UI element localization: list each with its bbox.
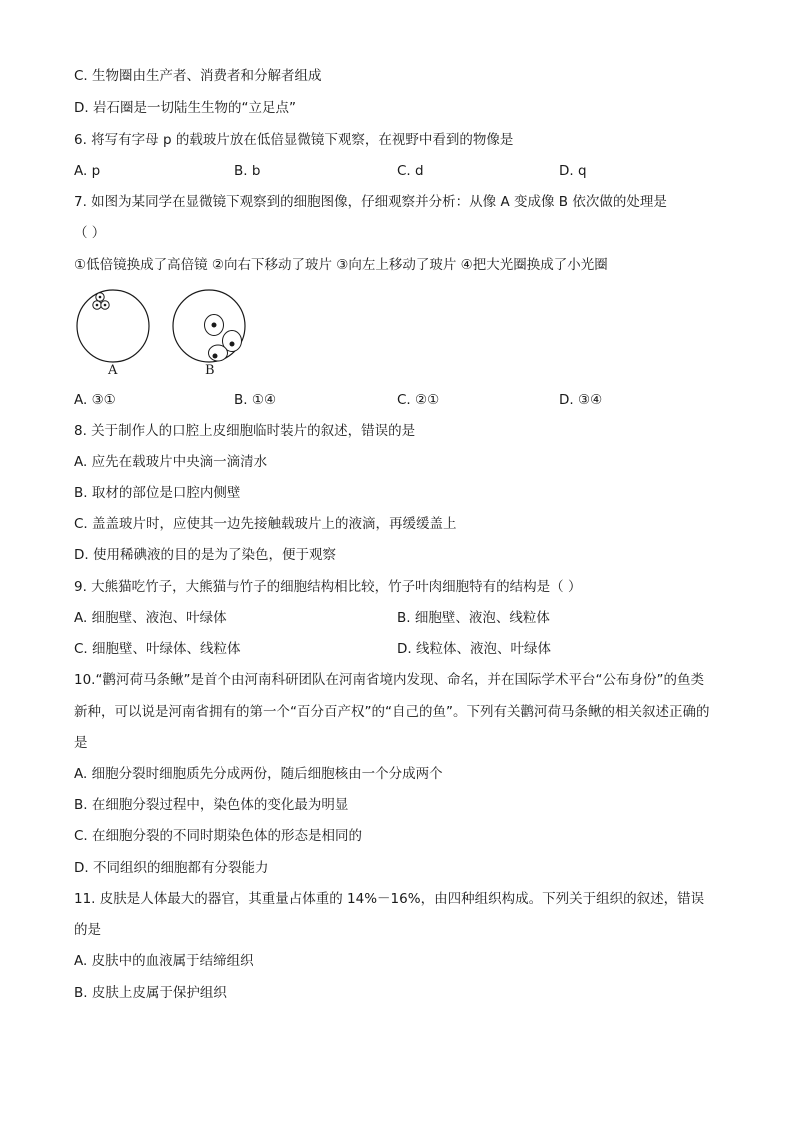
q6-option-b: B. b [234, 163, 261, 179]
q5-option-c: C. 生物圈由生产者、消费者和分解者组成 [74, 68, 322, 84]
q8-option-d: D. 使用稀碘液的目的是为了染色，便于观察 [74, 547, 336, 563]
view-a-label: A [108, 363, 118, 378]
q5-option-d: D. 岩石圈是一切陆生生物的“立足点” [74, 100, 296, 116]
q9-option-d: D. 线粒体、液泡、叶绿体 [397, 641, 551, 657]
q9-options-row1 [74, 608, 734, 628]
nucleus-b3 [213, 354, 218, 359]
q7-stem-line1: 7. 如图为某同学在显微镜下观察到的细胞图像，仔细观察并分析：从像 A 变成像 B 依次做的处理是 [74, 194, 667, 210]
q6-option-d: D. q [559, 163, 587, 179]
q8-stem: 8. 关于制作人的口腔上皮细胞临时装片的叙述，错误的是 [74, 423, 416, 439]
q6-option-c: C. d [397, 163, 424, 179]
cell-b3 [209, 345, 228, 361]
q7-items: ①低倍镜换成了高倍镜 ②向右下移动了玻片 ③向左上移动了玻片 ④把大光圈换成了小光圈 [74, 257, 608, 273]
nucleus-b2 [230, 342, 235, 347]
q10-option-b: B. 在细胞分裂过程中，染色体的变化最为明显 [74, 797, 349, 813]
q11-stem-line2: 的是 [74, 922, 101, 938]
q7-options [74, 390, 734, 410]
q8-option-b: B. 取材的部位是口腔内侧壁 [74, 485, 241, 501]
q9-option-a: A. 细胞壁、液泡、叶绿体 [74, 610, 227, 626]
nucleus-a1 [99, 296, 102, 299]
q7-option-c: C. ②① [397, 392, 440, 408]
nucleus-a3 [104, 304, 107, 307]
q6-stem: 6. 将写有字母 p 的载玻片放在低倍显微镜下观察，在视野中看到的物像是 [74, 132, 514, 148]
q10-option-d: D. 不同组织的细胞都有分裂能力 [74, 860, 269, 876]
q7-option-a: A. ③① [74, 392, 116, 408]
microscope-views-diagram [70, 286, 260, 366]
q10-stem-line1: 10.“鹳河荷马条鳅”是首个由河南科研团队在河南省境内发现、命名，并在国际学术平台“公布身份”的鱼类 [74, 672, 704, 688]
q9-option-c: C. 细胞壁、叶绿体、线粒体 [74, 641, 241, 657]
view-a [77, 290, 149, 362]
q11-stem-line1: 11. 皮肤是人体最大的器官，其重量占体重的 14%－16%，由四种组织构成。下列关于组织的叙述，错误 [74, 891, 705, 907]
q10-option-c: C. 在细胞分裂的不同时期染色体的形态是相同的 [74, 828, 363, 844]
q7-option-d: D. ③④ [559, 392, 603, 408]
nucleus-b1 [212, 323, 217, 328]
field-of-view-a [77, 290, 149, 362]
q10-option-a: A. 细胞分裂时细胞质先分成两份，随后细胞核由一个分成两个 [74, 766, 443, 782]
q8-option-c: C. 盖盖玻片时，应使其一边先接触载玻片上的液滴，再缓缓盖上 [74, 516, 457, 532]
q11-option-a: A. 皮肤中的血液属于结缔组织 [74, 953, 254, 969]
q6-options [74, 161, 734, 181]
q10-stem-line2: 新种，可以说是河南省拥有的第一个“百分百产权”的“自己的鱼”。下列有关鹳河荷马条鳅的相关叙述正确的 [74, 704, 710, 720]
q7-option-b: B. ①④ [234, 392, 277, 408]
view-b-label: B [205, 363, 215, 378]
q9-option-b: B. 细胞壁、液泡、线粒体 [397, 610, 550, 626]
q7-microscope-figure [70, 286, 260, 382]
q7-stem-line2: （ ） [74, 225, 106, 241]
cell-group-b [205, 315, 242, 362]
q6-option-a: A. p [74, 163, 101, 179]
q10-stem-line3: 是 [74, 735, 88, 751]
nucleus-a2 [96, 304, 99, 307]
q9-stem: 9. 大熊猫吃竹子，大熊猫与竹子的细胞结构相比较，竹子叶肉细胞特有的结构是（ ） [74, 579, 582, 595]
q9-options-row2 [74, 639, 734, 659]
q8-option-a: A. 应先在载玻片中央滴一滴清水 [74, 454, 268, 470]
view-b [173, 290, 245, 362]
q11-option-b: B. 皮肤上皮属于保护组织 [74, 985, 227, 1001]
